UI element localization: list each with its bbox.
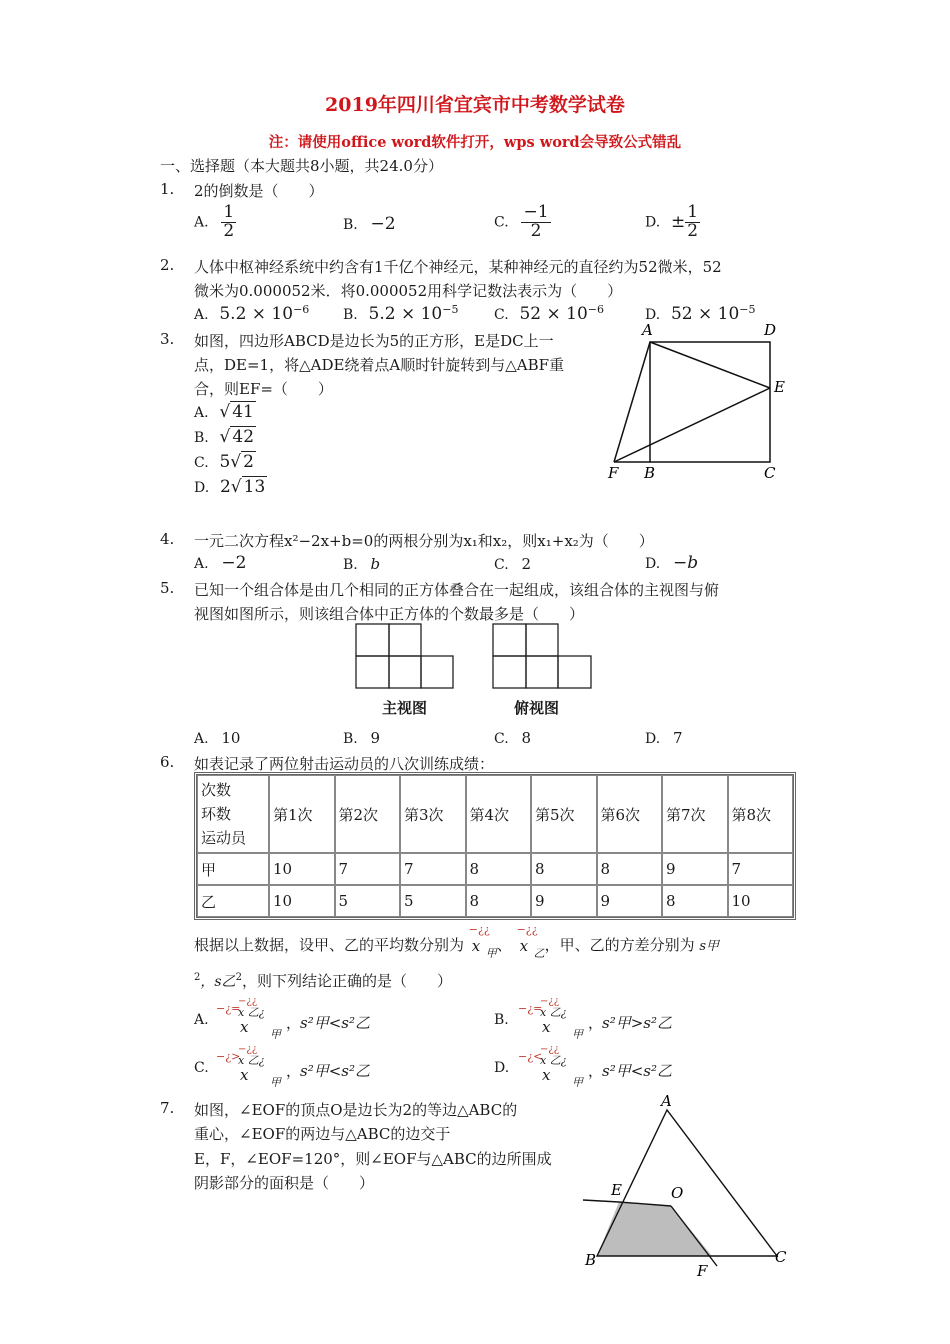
label-f: F <box>608 464 619 482</box>
top-view-label: 俯视图 <box>514 699 560 717</box>
q5-option-b[interactable] <box>343 729 380 747</box>
q7-line4: 阴影部分的面积是（ ） <box>194 1174 375 1192</box>
option-label: D. <box>645 731 661 747</box>
option-label: B. <box>343 557 358 573</box>
garbled-text: −¿¿ <box>238 1044 258 1055</box>
option-label: C. <box>194 455 209 471</box>
garbled-text: −¿= <box>518 1002 543 1015</box>
column-header: 第1次 <box>269 775 335 853</box>
table-cell: 7 <box>335 853 401 885</box>
text-run: ， <box>588 1062 604 1080</box>
variable: x <box>471 937 481 955</box>
radicand: 41 <box>232 402 254 422</box>
q6-after-line1 <box>194 923 720 960</box>
q3-line3: 合，则EF=（ ） <box>194 380 333 398</box>
q4-option-a[interactable] <box>194 553 246 573</box>
option-label: A. <box>194 405 209 421</box>
format-note: 注：请使用office word软件打开，wps word会导致公式错乱 <box>268 134 682 151</box>
option-label: D. <box>494 1060 510 1076</box>
option-value: −2 <box>221 553 247 573</box>
option-label: B. <box>343 731 358 747</box>
q4-option-d[interactable] <box>645 553 698 573</box>
table-cell: 7 <box>400 853 466 885</box>
table-cell: 8 <box>466 885 532 917</box>
text-run: 根据以上数据，设甲、乙的平均数分别为 <box>194 936 465 954</box>
label-a: A <box>661 1092 672 1110</box>
q5-line1: 已知一个组合体是由几个相同的正方体叠合在一起组成，该组合体的主视图与俯 <box>194 581 720 599</box>
q6-option-b[interactable] <box>494 996 774 1041</box>
option-label: C. <box>494 557 509 573</box>
q6-number: 6. <box>160 753 175 771</box>
q3-line1: 如图，四边形ABCD是边长为5的正方形，E是DC上一 <box>194 332 554 350</box>
label-c: C <box>775 1248 787 1266</box>
table-cell: 8 <box>597 853 663 885</box>
exponent: 2 <box>235 972 242 983</box>
q7-line1: 如图，∠EOF的顶点O是边长为2的等边△ABC的 <box>194 1101 518 1119</box>
radicand: 13 <box>243 477 266 497</box>
table-header-row <box>197 775 793 853</box>
option-label: A. <box>194 307 209 323</box>
table-cell: 9 <box>531 885 597 917</box>
variance-relation: s²甲>s²乙 <box>602 1014 672 1032</box>
q6-option-d[interactable] <box>494 1044 774 1089</box>
table-cell: 5 <box>335 885 401 917</box>
text-run: ， <box>588 1014 604 1032</box>
text-run: ，则下列结论正确的是（ ） <box>241 972 452 990</box>
garbled-text: −¿> <box>216 1050 241 1063</box>
option-label: D. <box>645 556 661 572</box>
option-value: 5.2 × 10 <box>368 304 443 324</box>
segment-af <box>614 342 650 462</box>
front-view <box>356 624 453 688</box>
exponent: −6 <box>587 303 604 316</box>
option-label: C. <box>194 1060 209 1076</box>
q2-option-c[interactable] <box>494 303 604 324</box>
option-label: D. <box>645 307 661 323</box>
radicand: 2 <box>243 452 254 472</box>
subscript: 乙 <box>533 947 545 960</box>
option-label: C. <box>494 307 509 323</box>
garbled-text: −¿< <box>518 1050 543 1063</box>
subscript: 甲 <box>485 947 497 960</box>
q7-triangle-figure <box>575 1090 800 1280</box>
option-value: 52 × 10 <box>519 304 588 324</box>
q5-number: 5. <box>160 579 175 597</box>
fraction: $\frac{1}{2}$ <box>223 202 235 241</box>
q5-option-c[interactable] <box>494 729 531 747</box>
option-label: A. <box>194 1012 209 1028</box>
q7-line2: 重心，∠EOF的两边与△ABC的边交于 <box>194 1125 451 1143</box>
q3-option-a[interactable] <box>194 402 256 422</box>
q3-option-c[interactable] <box>194 452 256 472</box>
option-value: 52 × 10 <box>670 304 740 324</box>
table-cell: 8 <box>466 853 532 885</box>
q1-text: 2的倒数是（ ） <box>194 182 324 200</box>
q3-square-figure <box>600 318 800 483</box>
q3-line2: 点，DE=1，将△ADE绕着点A顺时针旋转到与△ABF重 <box>194 356 565 374</box>
variance-relation: s²甲<s²乙 <box>300 1014 370 1032</box>
label-f: F <box>697 1262 708 1280</box>
segment-ae <box>650 342 770 388</box>
text-run: ，s乙 <box>200 974 236 990</box>
q1-option-a[interactable] <box>194 204 236 241</box>
option-value: −b <box>672 553 699 573</box>
label-o: O <box>671 1184 684 1202</box>
table-cell: 5 <box>400 885 466 917</box>
q6-option-a[interactable] <box>194 996 474 1041</box>
q6-option-c[interactable] <box>194 1044 474 1089</box>
variance-symbol: s甲 <box>699 939 720 954</box>
option-label: B. <box>343 217 358 233</box>
option-label: A. <box>194 731 209 747</box>
table-cell: 7 <box>728 853 794 885</box>
option-value: −2 <box>370 214 396 234</box>
q1-option-b[interactable] <box>343 214 396 234</box>
row-header: 乙 <box>197 885 269 917</box>
fraction: $\frac{-1}{2}$ <box>523 202 549 241</box>
q5-option-d[interactable] <box>645 729 683 747</box>
label-a: A <box>642 321 653 339</box>
column-header: 第8次 <box>728 775 794 853</box>
q2-option-a[interactable] <box>194 303 309 324</box>
subscript: 甲 <box>572 1076 583 1089</box>
table-cell: 10 <box>728 885 794 917</box>
q1-number: 1. <box>160 180 175 198</box>
corner-label: 环数 <box>201 805 232 823</box>
text-run: ， <box>286 1062 302 1080</box>
corner-label: 次数 <box>201 781 232 799</box>
table-cell: 10 <box>269 885 335 917</box>
q4-option-b[interactable] <box>343 555 380 573</box>
text-run: ， <box>286 1014 302 1032</box>
q4-number: 4. <box>160 530 175 548</box>
header-corner-cell <box>197 775 269 853</box>
label-e: E <box>774 378 785 396</box>
segment-fe <box>614 388 770 462</box>
label-d: D <box>764 321 777 339</box>
option-value: 7 <box>672 729 683 747</box>
corner-label: 运动员 <box>201 829 247 847</box>
option-value: 8 <box>521 729 531 747</box>
page-title: 2019年四川省宜宾市中考数学试卷 <box>325 94 625 116</box>
section-heading: 一、选择题（本大题共8小题，共24.0分） <box>160 157 443 175</box>
exponent: −5 <box>739 303 756 316</box>
q2-option-b[interactable] <box>343 303 458 324</box>
option-label: B. <box>343 307 358 323</box>
q7-line3: E，F，∠EOF=120°，则∠EOF与△ABC的边所围成 <box>194 1150 552 1168</box>
coefficient: 5 <box>219 452 231 472</box>
garbled-text: −¿¿ <box>540 996 560 1007</box>
option-label: D. <box>645 214 661 231</box>
plus-minus: ± <box>670 212 686 233</box>
row-header: 甲 <box>197 853 269 885</box>
q4-option-c[interactable] <box>494 555 531 573</box>
option-label: B. <box>494 1012 509 1028</box>
q6-after-line2 <box>194 970 452 991</box>
table-cell: 8 <box>662 885 728 917</box>
sqrt-sign: √ <box>219 402 231 422</box>
q3-number: 3. <box>160 330 175 348</box>
shaded-region <box>597 1202 712 1256</box>
variance-relation: s²甲<s²乙 <box>300 1062 370 1080</box>
sqrt-sign: √ <box>219 427 231 447</box>
label-c: C <box>764 464 776 482</box>
subscript: 甲 <box>270 1028 281 1041</box>
front-view-label: 主视图 <box>382 699 428 717</box>
mean-jia <box>468 923 497 960</box>
q6-text: 如表记录了两位射击运动员的八次训练成绩： <box>194 755 495 773</box>
column-header: 第2次 <box>335 775 401 853</box>
table-row <box>197 885 793 917</box>
garbled-text: −¿= <box>216 1002 241 1015</box>
mean-yi: x 乙¿ <box>540 1054 567 1067</box>
column-header: 第4次 <box>466 775 532 853</box>
garbled-text: −¿¿ <box>238 996 258 1007</box>
q1-option-c[interactable] <box>494 204 551 241</box>
table-cell: 9 <box>597 885 663 917</box>
option-label: A. <box>194 556 209 572</box>
q2-line1: 人体中枢神经系统中约含有1千亿个神经元，某种神经元的直径约为52微米，52 <box>194 258 722 276</box>
variance-relation: s²甲<s²乙 <box>602 1062 672 1080</box>
table-cell: 10 <box>269 853 335 885</box>
fraction: $\frac{1}{2}$ <box>687 202 699 241</box>
column-header: 第3次 <box>400 775 466 853</box>
q5-line2: 视图如图所示，则该组合体中正方体的个数最多是（ ） <box>194 605 585 623</box>
garbled-text: −¿¿ <box>540 1044 560 1055</box>
mean-yi: x 乙¿ <box>238 1006 265 1019</box>
label-e: E <box>611 1181 622 1199</box>
radicand: 42 <box>232 427 255 447</box>
garbled-text: −¿¿ <box>468 923 490 936</box>
variable: x <box>519 937 529 955</box>
variable: x <box>240 1018 249 1036</box>
option-value: 10 <box>221 729 241 747</box>
coefficient: 2 <box>219 477 231 497</box>
variable: x <box>240 1066 249 1084</box>
mean-yi: x 乙¿ <box>238 1054 265 1067</box>
text-run: 、 <box>496 936 512 954</box>
subscript: 甲 <box>572 1028 583 1041</box>
option-value: 5.2 × 10 <box>219 304 294 324</box>
q5-option-a[interactable] <box>194 729 240 747</box>
table-cell: 8 <box>531 853 597 885</box>
q4-text: 一元二次方程x²−2x+b=0的两根分别为x₁和x₂，则x₁+x₂为（ ） <box>194 532 654 550</box>
q1-option-d[interactable] <box>645 204 700 241</box>
top-view <box>493 624 591 688</box>
q2-line2: 微米为0.000052米．将0.000052用科学记数法表示为（ ） <box>194 282 623 300</box>
mean-yi: x 乙¿ <box>540 1006 567 1019</box>
option-label: C. <box>494 731 509 747</box>
option-label: D. <box>194 480 210 496</box>
option-label: B. <box>194 430 209 446</box>
label-b: B <box>644 464 656 482</box>
sqrt-sign: √ <box>230 477 242 497</box>
ray-oe-extension <box>583 1200 619 1202</box>
table-row <box>197 853 793 885</box>
table-cell: 9 <box>662 853 728 885</box>
mean-yi <box>516 923 545 960</box>
option-value: 9 <box>370 729 381 747</box>
variable: x <box>542 1066 551 1084</box>
label-b: B <box>585 1251 597 1269</box>
column-header: 第6次 <box>597 775 663 853</box>
exponent: 2 <box>194 972 201 983</box>
option-value: 2 <box>521 555 531 573</box>
q3-option-d[interactable] <box>194 477 267 497</box>
q7-number: 7. <box>160 1099 175 1117</box>
text-run: ，甲、乙的方差分别为 <box>544 936 695 954</box>
q3-option-b[interactable] <box>194 427 256 447</box>
garbled-text: −¿¿ <box>516 923 538 936</box>
exponent: −5 <box>442 303 459 316</box>
column-header: 第5次 <box>531 775 597 853</box>
exponent: −6 <box>293 303 310 316</box>
variable: x <box>542 1018 551 1036</box>
subscript: 甲 <box>270 1076 281 1089</box>
q2-number: 2. <box>160 256 175 274</box>
column-header: 第7次 <box>662 775 728 853</box>
option-label: C. <box>494 214 509 231</box>
square-abcd <box>650 342 770 462</box>
option-value: b <box>370 555 381 573</box>
sqrt-sign: √ <box>230 452 242 472</box>
option-label: A. <box>194 214 209 231</box>
score-table <box>194 772 796 920</box>
